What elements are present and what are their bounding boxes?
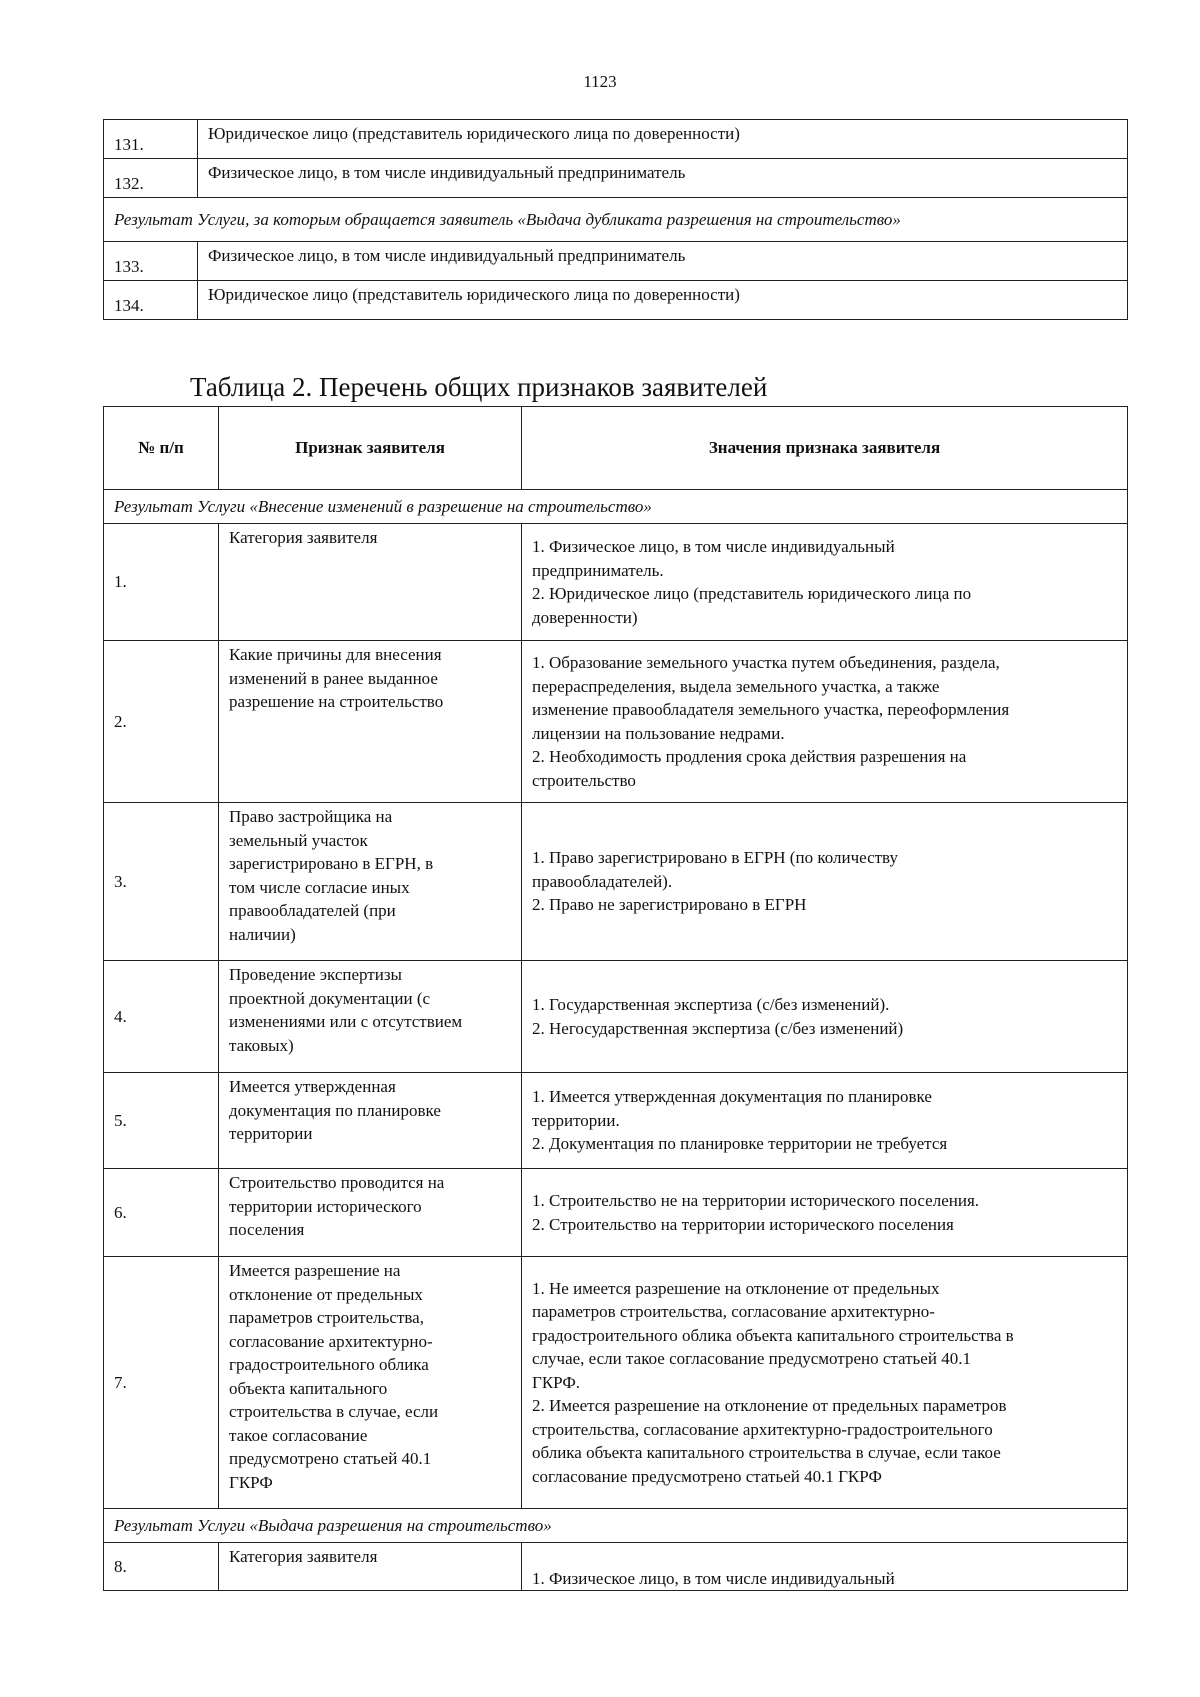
text-line: согласование архитектурно- [229,1331,433,1351]
table-row [104,1169,1128,1257]
text-line: наличии) [229,924,296,944]
row-number: 1. [104,524,219,641]
text-line: 2. Имеется разрешение на отклонение от предельных параметров [532,1396,1007,1416]
text-line: 1. Физическое лицо, в том числе индивидуальный [532,537,895,556]
row-text: Юридическое лицо (представитель юридического лица по доверенности) [198,120,1128,159]
table-1-continuation [103,119,1128,320]
text-line: согласование предусмотрено статьей 40.1 ГКРФ [532,1466,882,1486]
feature-cell [219,1257,522,1509]
text-line: предусмотрено статьей 40.1 [229,1449,432,1468]
section-heading: Результат Услуги «Внесение изменений в разрешение на строительство» [104,490,1128,524]
row-number: 7. [104,1257,219,1509]
values-cell [522,1257,1128,1509]
text-line: отклонение от предельных [229,1284,423,1304]
text-line: лицензии на пользование недрами. [532,723,785,743]
feature-cell [219,641,522,803]
text-line: 2. Документация по планировке территории не требуется [532,1134,948,1154]
section-row [104,198,1128,242]
text-line: Имеется разрешение на [229,1261,401,1280]
table-row [104,1257,1128,1509]
row-text: Физическое лицо, в том числе индивидуальный предприниматель [198,159,1128,198]
table-row [104,120,1128,159]
table-2-title: Таблица 2. Перечень общих признаков заявителей [190,372,768,402]
feature-cell [219,1543,522,1591]
section-heading: Результат Услуги «Выдача разрешения на строительство» [104,1509,1128,1543]
text-line: Право застройщика на [229,807,393,826]
feature-cell [219,803,522,961]
table-row [104,641,1128,803]
section-row [104,490,1128,524]
text-line: Какие причины для внесения [229,645,442,664]
text-line: градостроительного облика [229,1355,429,1374]
text-line: территории исторического [229,1196,422,1216]
row-number: 134. [104,281,198,320]
row-text: Физическое лицо, в том числе индивидуальный предприниматель [198,242,1128,281]
table-row [104,242,1128,281]
row-number: 8. [104,1543,219,1591]
table-row [104,961,1128,1073]
row-number: 132. [104,159,198,198]
text-line: облика объекта капитального строительства в случае, если такое [532,1443,1001,1463]
row-number: 5. [104,1073,219,1169]
text-line: параметров строительства, [229,1308,424,1327]
text-line: изменений в ранее выданное [229,668,438,688]
section-heading: Результат Услуги, за которым обращается заявитель «Выдача дубликата разрешения на строительство» [104,198,1128,242]
text-line: разрешение на строительство [229,692,444,711]
text-line: 2. Строительство на территории исторического поселения [532,1214,954,1234]
header-number: № п/п [104,407,219,490]
feature-cell [219,961,522,1073]
text-line: 1. Право зарегистрировано в ЕГРН (по количеству [532,848,899,868]
text-line: случае, если такое согласование предусмотрено статьей 40.1 [532,1349,971,1369]
text-line: территории. [532,1110,620,1130]
text-line: 2. Негосударственная экспертиза (с/без изменений) [532,1018,904,1038]
table-row [104,1543,1128,1591]
table-row [104,159,1128,198]
text-line: ГКРФ [229,1472,273,1492]
text-line: Имеется утвержденная [229,1077,396,1096]
text-line: Проведение экспертизы [229,965,402,984]
text-line: строительства, согласование архитектурно-градостроительного [532,1419,993,1439]
row-number: 6. [104,1169,219,1257]
feature-cell [219,524,522,641]
text-line: 1. Строительство не на территории исторического поселения. [532,1191,980,1210]
text-line: 2. Право не зарегистрировано в ЕГРН [532,895,807,915]
text-line: доверенности) [532,607,638,627]
values-cell [522,641,1128,803]
row-number: 4. [104,961,219,1073]
text-line: таковых) [229,1035,294,1055]
text-line: 1. Образование земельного участка путем объединения, раздела, [532,653,1000,672]
text-line: поселения [229,1220,305,1239]
section-row [104,1509,1128,1543]
feature-cell [219,1073,522,1169]
text-line: градостроительного облика объекта капитального строительства в [532,1325,1014,1345]
text-line: земельный участок [229,830,368,850]
text-line: такое согласование [229,1425,368,1445]
text-line: зарегистрировано в ЕГРН, в [229,854,434,873]
text-line: 1. Государственная экспертиза (с/без изменений). [532,995,890,1014]
table-row [104,1073,1128,1169]
page-number: 1123 [583,72,617,91]
values-cell [522,1169,1128,1257]
text-line: 1. Физическое лицо, в том числе индивидуальный [532,1568,895,1588]
text-line: 1. Имеется утвержденная документация по планировке [532,1087,932,1107]
table-row [104,803,1128,961]
text-line: 2. Необходимость продления срока действия разрешения на [532,747,967,766]
row-number: 131. [104,120,198,159]
text-line: изменение правообладателя земельного участка, переоформления [532,700,1010,719]
values-cell [522,1073,1128,1169]
text-line: строительство [532,770,636,790]
row-number: 3. [104,803,219,961]
values-cell [522,803,1128,961]
feature-cell [219,1169,522,1257]
text-line: Категория заявителя [229,528,378,547]
text-line: ГКРФ. [532,1372,581,1392]
table-header-row [104,407,1128,490]
text-line: Категория заявителя [229,1547,378,1566]
text-line: территории [229,1124,313,1143]
values-cell [522,524,1128,641]
text-line: объекта капитального [229,1378,388,1398]
text-line: том числе согласие иных [229,877,410,897]
text-line: Строительство проводится на [229,1173,445,1192]
text-line: правообладателей). [532,871,673,891]
text-line: правообладателей (при [229,901,396,920]
table-row [104,281,1128,320]
header-values: Значения признака заявителя [522,407,1128,490]
text-line: предприниматель. [532,560,664,580]
values-cell [522,1543,1128,1591]
text-line: проектной документации (с [229,988,431,1008]
text-line: строительства в случае, если [229,1402,439,1421]
table-row [104,524,1128,641]
text-line: параметров строительства, согласование архитектурно- [532,1302,935,1322]
header-feature: Признак заявителя [219,407,522,490]
text-line: перераспределения, выдела земельного участка, а также [532,676,940,696]
values-cell [522,961,1128,1073]
row-number: 133. [104,242,198,281]
row-text: Юридическое лицо (представитель юридического лица по доверенности) [198,281,1128,320]
text-line: 2. Юридическое лицо (представитель юридического лица по [532,584,972,603]
text-line: документация по планировке [229,1100,441,1120]
text-line: изменениями или с отсутствием [229,1012,463,1031]
table-2-applicant-features [103,406,1128,1591]
text-line: 1. Не имеется разрешение на отклонение от предельных [532,1278,940,1298]
row-number: 2. [104,641,219,803]
